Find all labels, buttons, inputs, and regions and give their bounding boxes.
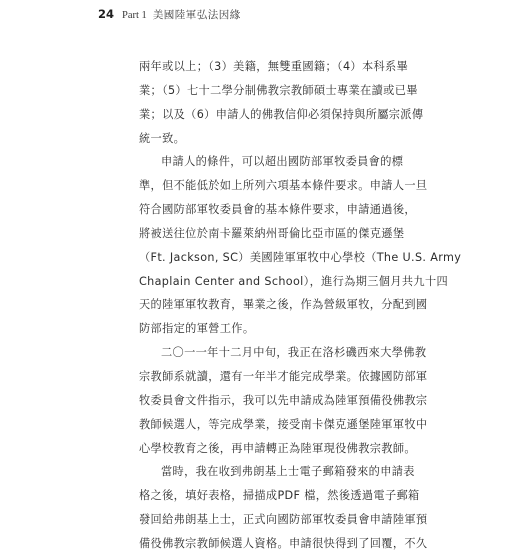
text-line: 業；以及（6）申請人的佛教信仰必須保持與所屬宗派傳: [139, 107, 424, 121]
text-line: Chaplain Center and School），進行為期三個月共九十四: [139, 274, 449, 288]
text-line: 統一致。: [139, 131, 186, 145]
text-line: 牧委員會文件指示，我可以先申請成為陸軍預備役佛教宗: [139, 393, 428, 407]
text-line: 業；（5）七十二學分制佛教宗教師碩士專業在讀或已畢: [139, 83, 418, 97]
text-line: 當時，我在收到弗朗基上士電子郵箱發來的申請表: [161, 465, 415, 479]
text-line: 發回給弗朗基上士，正式向國防部軍牧委員會申請陸軍預: [139, 513, 428, 527]
text-line: 備役佛教宗教師候選人資格。申請很快得到了回覆，不久: [139, 536, 428, 550]
text-line: 防部指定的軍營工作。: [139, 322, 255, 336]
body-text: [139, 55, 462, 556]
text-line: 符合國防部軍牧委員會的基本條件要求，申請通過後，: [139, 203, 416, 217]
running-head: [98, 7, 241, 25]
text-line: 申請人的條件，可以超出國防部軍牧委員會的標: [161, 155, 404, 169]
text-line: 天的陸軍軍牧教育，畢業之後，作為營級軍牧，分配到國: [139, 298, 428, 312]
text-line: 教師候選人，等完成學業，接受南卡傑克遜堡陸軍軍牧中: [139, 417, 428, 431]
book-title: 美國陸軍弘法因緣: [152, 9, 241, 21]
text-line: 格之後，填好表格，掃描成PDF 檔，然後透過電子郵箱: [139, 489, 420, 503]
text-line: 宗教師系就讀，還有一年半才能完成學業。依據國防部軍: [139, 369, 428, 383]
page-number: 24: [98, 7, 115, 21]
text-line: 將被送往位於南卡羅萊納州哥倫比亞市區的傑克遜堡: [139, 226, 405, 240]
text-line: 心學校教育之後，再申請轉正為陸軍現役佛教宗教師。: [139, 441, 416, 455]
text-line: 兩年或以上；（3）美籍，無雙重國籍；（4）本科系畢: [139, 60, 409, 73]
text-line: 二〇一一年十二月中旬，我正在洛杉磯西來大學佛教: [161, 346, 427, 360]
text-line: 準，但不能低於如上所列六項基本條件要求。申請人一旦: [139, 179, 428, 193]
text-line: （Ft. Jackson, SC）美國陸軍軍牧中心學校（The U.S. Army: [139, 250, 462, 264]
part-label: Part 1: [122, 10, 147, 21]
